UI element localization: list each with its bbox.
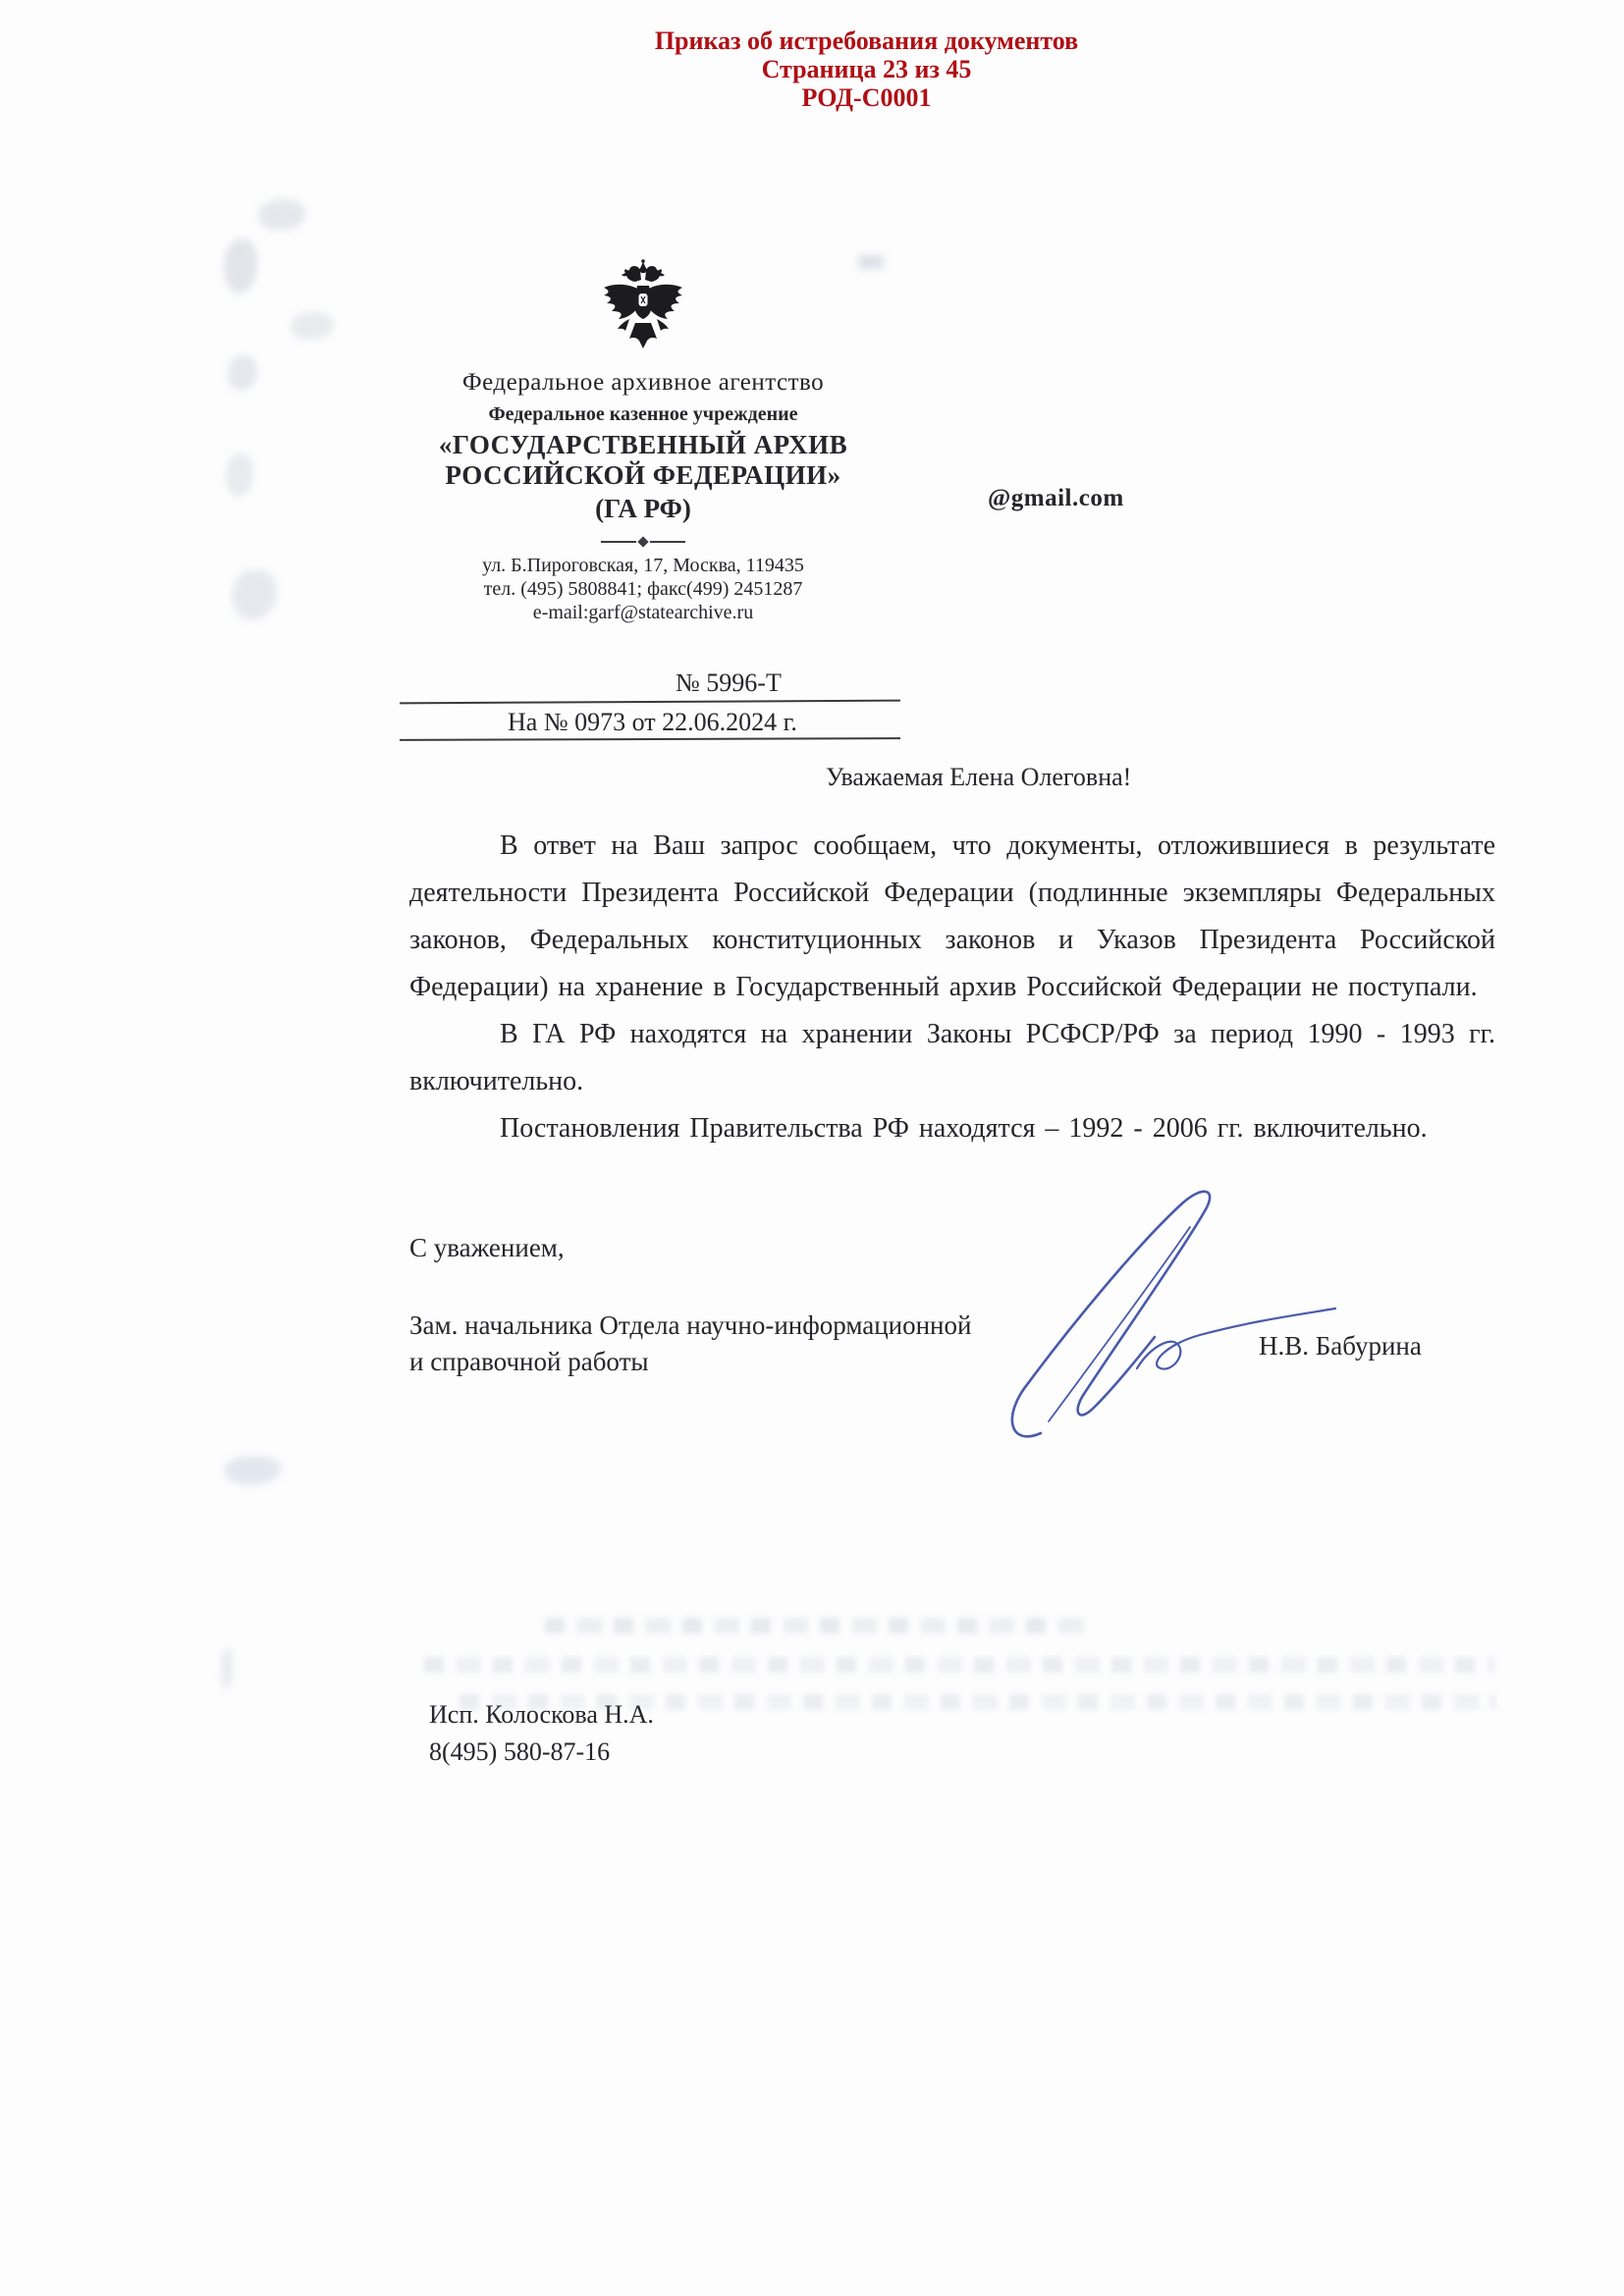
scan-smudge (228, 355, 257, 391)
reference-rule (400, 700, 900, 705)
scan-smudge (232, 569, 277, 620)
letterhead-address: ул. Б.Пироговская, 17, Москва, 119435 (482, 555, 804, 576)
signer-position-line2: и справочной работы (409, 1347, 649, 1376)
recipient-email: @gmail.com (988, 485, 1124, 511)
archive-abbreviation: (ГА РФ) (595, 494, 691, 523)
signer-position-line1: Зам. начальника Отдела научно-информационной (409, 1310, 972, 1340)
handwritten-signature-icon (990, 1176, 1343, 1443)
reference-rule (400, 737, 900, 741)
body-paragraph-2: В ГА РФ находятся на хранении Законы РСФСР/РФ за период 1990 - 1993 гг. включительно. (409, 1019, 1495, 1096)
archive-name (299, 430, 987, 491)
incoming-reference: На № 0973 от 22.06.2024 г. (508, 708, 797, 736)
executor-phone: 8(495) 580-87-16 (429, 1737, 611, 1766)
institution-type: Федеральное казенное учреждение (488, 403, 798, 425)
outgoing-number: № 5996-Т (676, 668, 782, 697)
agency-name: Федеральное архивное агентство (461, 369, 825, 396)
letterhead-divider (299, 538, 987, 546)
executor-name: Исп. Колоскова Н.А. (429, 1700, 654, 1729)
letterhead-email: e-mail:garf@statearchive.ru (532, 602, 754, 623)
stamp-document-code: РОД-С0001 (801, 83, 932, 112)
document-stamp-header (540, 27, 1193, 112)
body-paragraph-1: В ответ на Ваш запрос сообщаем, что документы, отложившиеся в результате деятельности Президента Российской Федерации (подлинные экземпляры Федеральных законов, Федеральных конституционных законов и Указов Президента Российской Федерации) на хранение в Государственный архив Российской Федерации не поступали. (409, 830, 1495, 1002)
erased-text-artifact (424, 1657, 1494, 1673)
signer-position (409, 1308, 971, 1380)
scan-smudge (226, 454, 253, 497)
scan-smudge (258, 199, 305, 231)
erased-text-artifact (545, 1618, 1095, 1633)
scan-smudge (224, 1456, 281, 1485)
body-paragraph-3: Постановления Правительства РФ находятся – 1992 - 2006 гг. включительно. (500, 1113, 1428, 1144)
scan-smudge (222, 1647, 232, 1690)
letterhead (299, 259, 987, 624)
archive-name-line1: «ГОСУДАРСТВЕННЫЙ АРХИВ (438, 430, 848, 459)
stamp-title: Приказ об истребования документов (654, 27, 1079, 55)
closing-phrase: С уважением, (409, 1233, 565, 1262)
archive-name-line2: РОССИЙСКОЙ ФЕДЕРАЦИИ» (445, 460, 841, 490)
letterhead-phone-fax: тел. (495) 5808841; факс(499) 2451287 (483, 578, 803, 600)
letter-body (409, 823, 1495, 1152)
signer-name: Н.В. Бабурина (1259, 1331, 1422, 1361)
coat-of-arms-icon (299, 259, 987, 361)
salutation: Уважаемая Елена Олеговна! (826, 763, 1132, 791)
scan-smudge (224, 239, 257, 294)
stamp-page-indicator: Страница 23 из 45 (761, 55, 972, 83)
